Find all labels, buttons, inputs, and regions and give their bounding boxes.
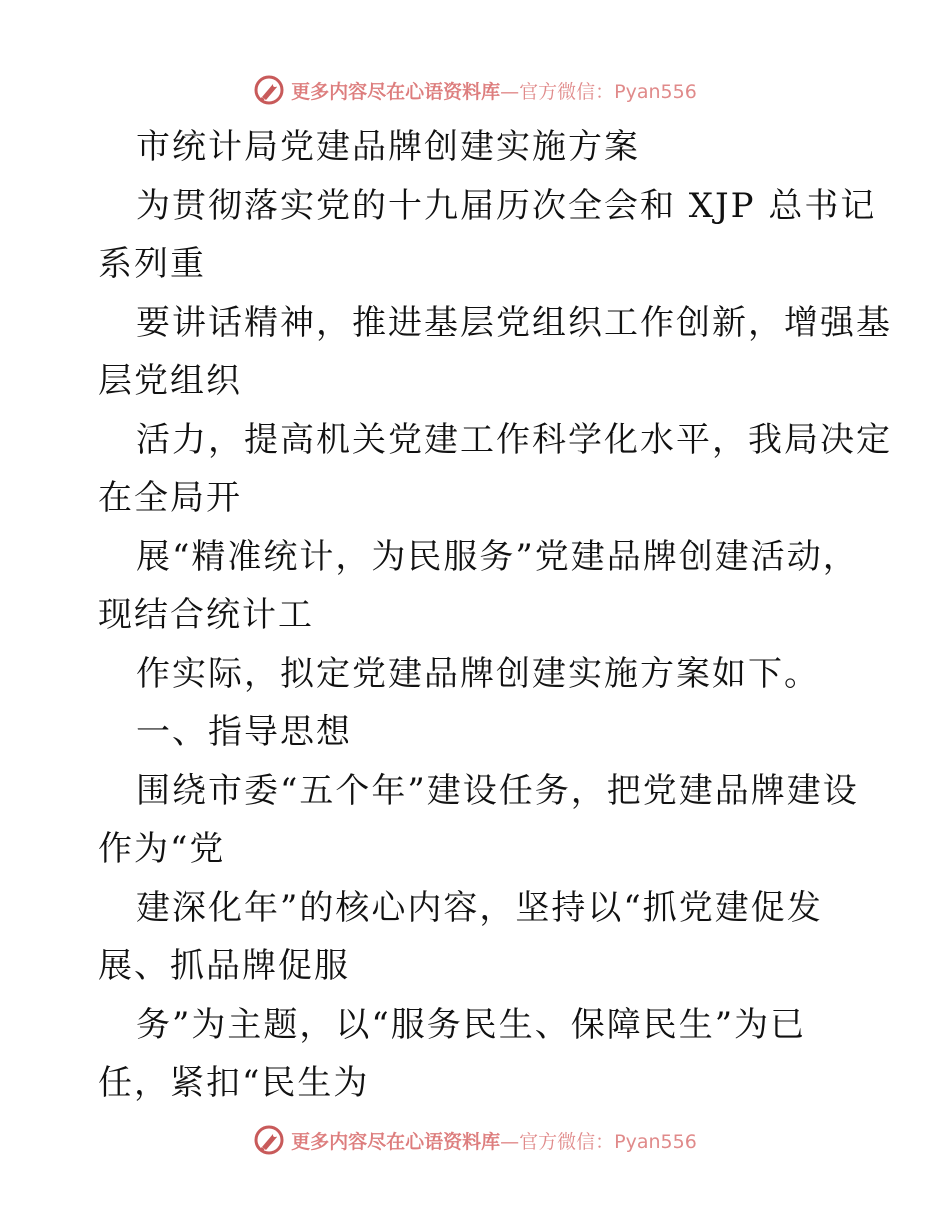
paragraph-line: 在全局开 — [98, 478, 242, 518]
paragraph-line: 建深化年”的核心内容，坚持以“抓党建促发 — [136, 887, 823, 928]
paragraph-line: 现结合统计工 — [98, 595, 314, 635]
document-title: 市统计局党建品牌创建实施方案 — [136, 127, 640, 167]
paragraph-line: 作为“党 — [98, 829, 226, 869]
paragraph-line: 务”为主题，以“服务民生、保障民生”为已 — [136, 1004, 807, 1045]
paragraph-line: 要讲话精神，推进基层党组织工作创新，增强基 — [136, 302, 892, 343]
paragraph-line: 系列重 — [98, 244, 206, 284]
watermark-text — [291, 1127, 697, 1154]
pen-circle-icon — [253, 1124, 285, 1156]
document-body — [98, 118, 892, 1113]
paragraph-line: 层党组织 — [98, 361, 242, 401]
paragraph-line: 围绕市委“五个年”建设任务，把党建品牌建设 — [136, 770, 859, 811]
watermark-contact-text: 官方微信：Pyan556 — [519, 1130, 697, 1153]
watermark-header — [0, 70, 950, 110]
paragraph-line: 展、抓品牌促服 — [98, 946, 350, 986]
watermark-footer — [0, 1120, 950, 1160]
watermark-site-text: 更多内容尽在心语资料库 — [291, 80, 501, 103]
pen-circle-icon — [253, 74, 285, 106]
watermark-separator: — — [500, 1130, 520, 1153]
section-heading: 一、指导思想 — [136, 712, 352, 752]
watermark-contact-text: 官方微信：Pyan556 — [519, 80, 697, 103]
watermark-group — [253, 1124, 697, 1156]
watermark-separator: — — [500, 80, 520, 103]
paragraph-line: 活力，提高机关党建工作科学化水平，我局决定 — [136, 419, 892, 460]
watermark-text — [291, 77, 697, 104]
paragraph-line: 展“精准统计，为民服务”党建品牌创建活动， — [136, 536, 859, 577]
paragraph-line: 作实际，拟定党建品牌创建实施方案如下。 — [136, 653, 820, 694]
watermark-site-text: 更多内容尽在心语资料库 — [291, 1130, 501, 1153]
paragraph-line: 为贯彻落实党的十九届历次全会和 XJP 总书记 — [136, 185, 877, 226]
watermark-group — [253, 74, 697, 106]
paragraph-line: 任，紧扣“民生为 — [98, 1063, 370, 1103]
